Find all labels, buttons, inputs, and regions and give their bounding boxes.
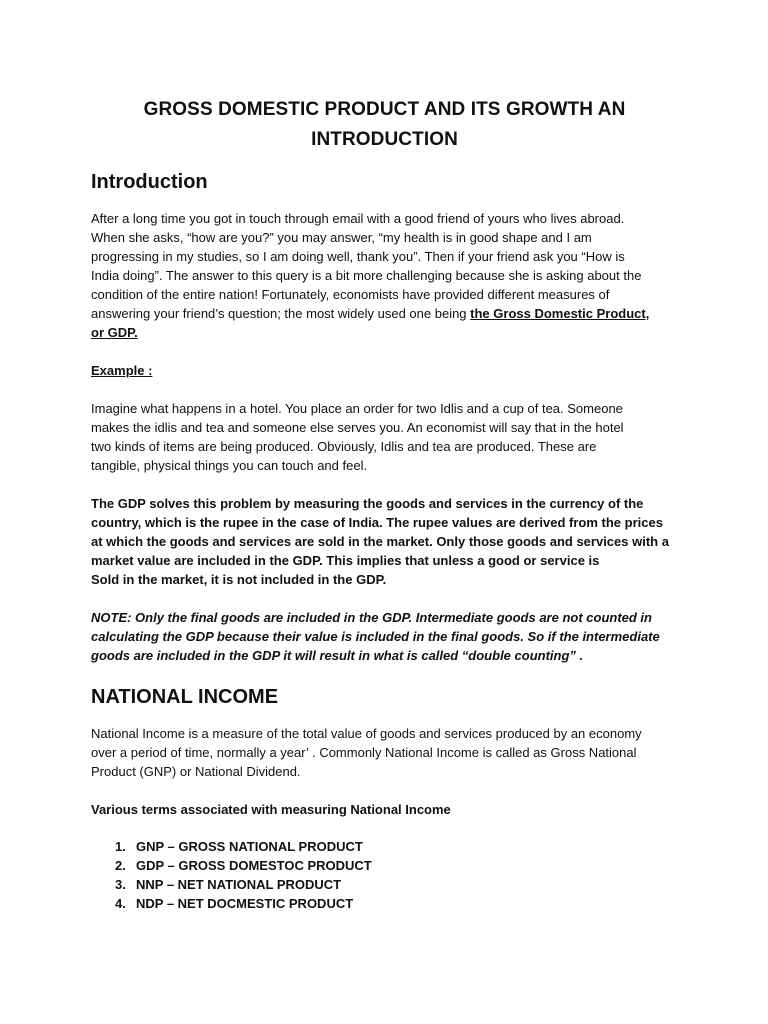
introduction-paragraph bbox=[91, 209, 678, 342]
example-label: Example : bbox=[91, 363, 153, 378]
text-line bbox=[91, 304, 678, 323]
list-text: NDP – NET DOCMESTIC PRODUCT bbox=[136, 896, 354, 911]
gdp-paragraph bbox=[91, 494, 678, 589]
note-paragraph bbox=[91, 608, 678, 665]
text-fragment: answering your friend’s question; the most widely used one being bbox=[91, 306, 471, 321]
text-line: When she asks, “how are you?” you may answer, “my health is in good shape and I am bbox=[91, 230, 592, 245]
list-number: 4. bbox=[115, 896, 126, 911]
list-item bbox=[115, 875, 678, 894]
text-line: makes the idlis and tea and someone else serves you. An economist will say that in the hotel bbox=[91, 420, 624, 435]
list-number: 1. bbox=[115, 839, 126, 854]
text-line: at which the goods and services are sold in the market. Only those goods and services with a bbox=[91, 534, 669, 549]
gdp-emphasis: the Gross Domestic Product, bbox=[470, 306, 650, 321]
list-number: 3. bbox=[115, 877, 126, 892]
title-line-1: GROSS DOMESTIC PRODUCT AND ITS GROWTH AN bbox=[143, 99, 626, 120]
gdp-emphasis-continued: or GDP. bbox=[91, 325, 138, 340]
text-line: The GDP solves this problem by measuring the goods and services in the currency of the bbox=[91, 496, 644, 511]
title-line-2: INTRODUCTION bbox=[311, 129, 458, 150]
document-title bbox=[91, 95, 678, 155]
list-text: NNP – NET NATIONAL PRODUCT bbox=[136, 877, 342, 892]
list-number: 2. bbox=[115, 858, 126, 873]
list-item bbox=[115, 837, 678, 856]
list-text: GDP – GROSS DOMESTOC PRODUCT bbox=[136, 858, 372, 873]
text-line: over a period of time, normally a year’ . Commonly National Income is called as Gross National bbox=[91, 745, 637, 760]
list-text: GNP – GROSS NATIONAL PRODUCT bbox=[136, 839, 363, 854]
national-income-paragraph bbox=[91, 724, 678, 781]
text-line: Product (GNP) or National Dividend. bbox=[91, 764, 301, 779]
example-paragraph bbox=[91, 399, 678, 475]
introduction-heading: Introduction bbox=[91, 171, 208, 193]
list-item bbox=[115, 856, 678, 875]
text-line: Imagine what happens in a hotel. You place an order for two Idlis and a cup of tea. Someone bbox=[91, 401, 623, 416]
text-line: After a long time you got in touch through email with a good friend of yours who lives abroad. bbox=[91, 211, 625, 226]
text-line: tangible, physical things you can touch and feel. bbox=[91, 458, 368, 473]
terms-list bbox=[91, 837, 678, 913]
list-item bbox=[115, 894, 678, 913]
text-line: two kinds of items are being produced. Obviously, Idlis and tea are produced. These are bbox=[91, 439, 597, 454]
text-line: condition of the entire nation! Fortunately, economists have provided different measures of bbox=[91, 287, 610, 302]
text-line: Sold in the market, it is not included in the GDP. bbox=[91, 572, 387, 587]
terms-label: Various terms associated with measuring National Income bbox=[91, 802, 451, 817]
text-line: market value are included in the GDP. This implies that unless a good or service is bbox=[91, 553, 600, 568]
text-line: progressing in my studies, so I am doing well, thank you”. Then if your friend ask you “How is bbox=[91, 249, 625, 264]
text-line: India doing”. The answer to this query is a bit more challenging because she is asking about the bbox=[91, 268, 642, 283]
text-line: NOTE: Only the final goods are included in the GDP. Intermediate goods are not counted in bbox=[91, 610, 652, 625]
text-line: goods are included in the GDP it will result in what is called “double counting” . bbox=[91, 648, 584, 663]
national-income-heading: NATIONAL INCOME bbox=[91, 686, 279, 708]
text-line: National Income is a measure of the total value of goods and services produced by an economy bbox=[91, 726, 642, 741]
text-line: calculating the GDP because their value is included in the final goods. So if the intermediate bbox=[91, 629, 660, 644]
text-line: country, which is the rupee in the case of India. The rupee values are derived from the prices bbox=[91, 515, 663, 530]
